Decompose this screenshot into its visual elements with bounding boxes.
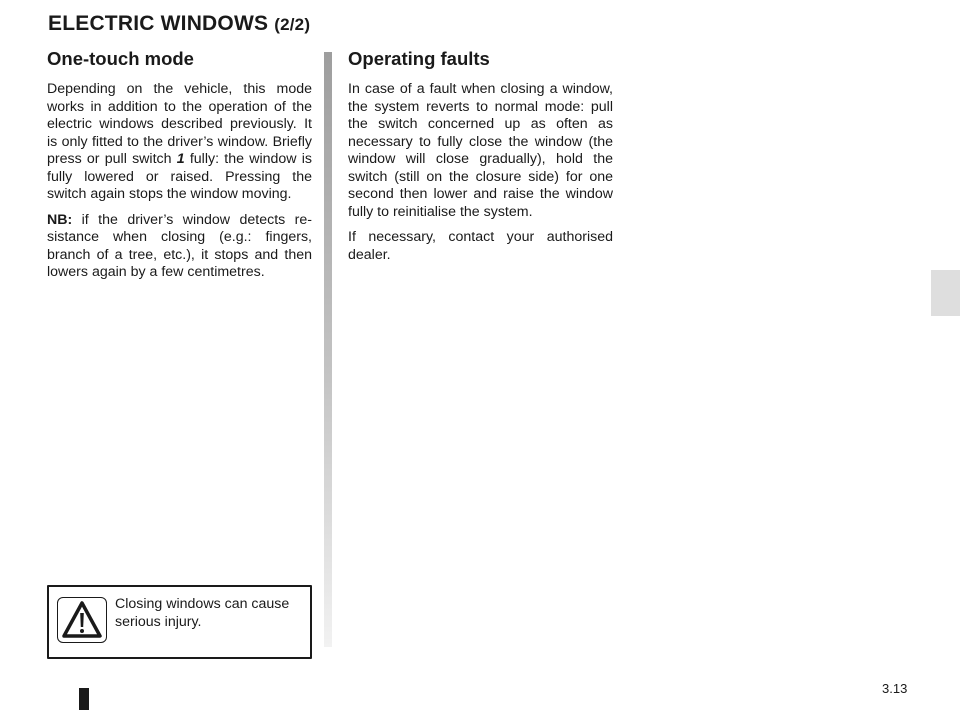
page-title <box>48 12 310 36</box>
warning-triangle-icon <box>57 597 107 643</box>
corner-mark <box>79 688 89 710</box>
operating-faults-heading: Operating faults <box>348 48 490 69</box>
left-column <box>47 48 312 290</box>
right-column <box>348 48 613 272</box>
one-touch-paragraph <box>47 81 312 204</box>
warning-box <box>47 585 312 659</box>
warning-text: Closing windows can cause serious injury. <box>115 596 290 630</box>
title-main: ELECTRIC WINDOWS <box>48 12 269 35</box>
one-touch-text-b: fully: the window is fully lowered or raised. Pressing the switch again stops the window moving. <box>47 151 312 202</box>
page-number: 3.13 <box>882 681 908 696</box>
one-touch-text-a: Depending on the vehicle, this mode works in addition to the operation of the electric windows described previously. It is only fitted to the driver’s window. Briefly press or pull switch <box>47 81 312 167</box>
one-touch-heading: One-touch mode <box>47 48 194 69</box>
operating-faults-paragraph: In case of a fault when closing a window, the system reverts to normal mode: pull the switch concerned up as often as necessary to fully close the window (the window will close gradually), hold the switch (still on the closure side) for one second then lower and raise the window fully to reinitialise the system. <box>348 81 613 220</box>
section-tab <box>931 270 960 316</box>
column-divider <box>324 52 332 647</box>
nb-text: if the driver’s window detects re-sistance when closing (e.g.: fingers, branch of a tree, etc.), it stops and then lowers again by a few centimetres. <box>47 211 312 280</box>
nb-label: NB: <box>47 211 73 228</box>
title-part-indicator: (2/2) <box>274 15 311 34</box>
contact-dealer-paragraph: If necessary, contact your authorised dealer. <box>348 229 613 263</box>
switch-reference: 1 <box>176 151 185 167</box>
nb-paragraph <box>47 212 312 282</box>
